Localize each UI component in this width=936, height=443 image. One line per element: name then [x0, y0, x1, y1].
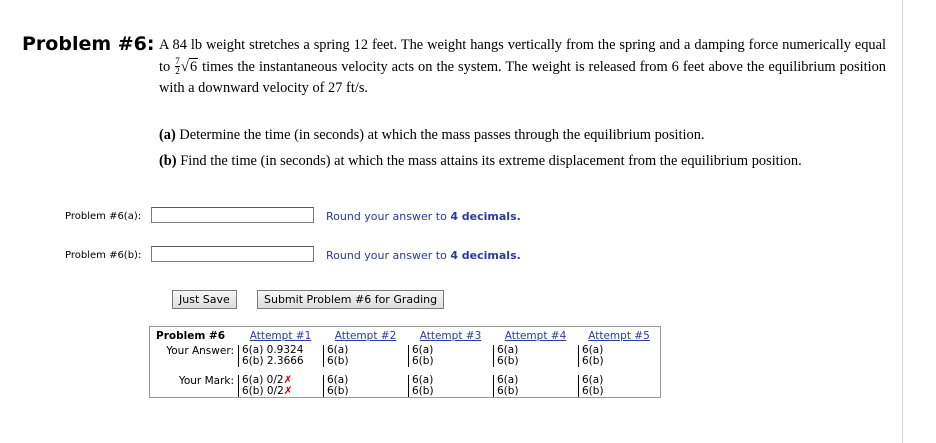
attempt-mark-cell: 6(a) 6(b): [578, 375, 660, 397]
attempts-table: [150, 327, 660, 397]
attempt-mark-cell: 6(a) 0/2✗ 6(b) 0/2✗: [238, 375, 323, 397]
panel-border: [902, 0, 903, 443]
attempt-answer-cell: 6(a) 6(b): [493, 345, 578, 367]
wrong-mark-icon: ✗: [283, 385, 293, 397]
answer-a-hint: Round your answer to 4 decimals.: [326, 210, 521, 223]
statement-text-1: A 84 lb weight stretches a spring 12 feet. The weight hangs vertically from the spring and a damping force numerically equal to: [159, 37, 886, 75]
part-b-text: Find the time (in seconds) at which the mass attains its extreme displacement from the equilibrium position.: [180, 153, 802, 169]
attempt-answer-cell: 6(a) 6(b): [408, 345, 493, 367]
attempt-answer-cell: 6(a) 6(b): [578, 345, 660, 367]
statement-text-2: times the instantaneous velocity acts on the system. The weight is released from 6 feet above the equilibrium position with a downward velocity of 27 ft/s.: [159, 58, 886, 96]
attempt-5-link[interactable]: Attempt #5: [588, 330, 650, 342]
problem-statement: [159, 35, 886, 100]
answers-row: [150, 345, 660, 367]
answer-row-label: Your Answer:: [166, 345, 234, 357]
answer-a-label: Problem #6(a):: [65, 211, 142, 222]
attempt-answer-cell: 6(a) 6(b): [323, 345, 408, 367]
attempt-4-link[interactable]: Attempt #4: [504, 330, 567, 342]
submit-grading-button[interactable]: Submit Problem #6 for Grading: [257, 290, 444, 309]
attempt-mark-cell: 6(a) 6(b): [323, 375, 408, 397]
attempt-2-link[interactable]: Attempt #2: [334, 330, 397, 342]
answer-a-input[interactable]: [151, 207, 314, 223]
just-save-button[interactable]: Just Save: [172, 290, 237, 309]
sqrt-six: √6: [180, 58, 198, 75]
problem-title: Problem #6:: [22, 33, 155, 55]
attempt-mark-cell: 6(a) 6(b): [408, 375, 493, 397]
attempts-corner-label: Problem #6: [156, 330, 226, 342]
marks-row: [150, 375, 660, 397]
mark-row-label: Your Mark:: [178, 375, 234, 387]
answer-b-input[interactable]: [151, 246, 314, 262]
wrong-mark-icon: ✗: [283, 374, 293, 386]
part-a-tag: (a): [159, 127, 176, 143]
attempt-answer-cell: 6(a) 0.9324 6(b) 2.3666: [238, 345, 323, 367]
part-a: [159, 127, 705, 144]
part-b-tag: (b): [159, 153, 177, 169]
answer-b-hint: Round your answer to 4 decimals.: [326, 249, 521, 262]
attempt-1-link[interactable]: Attempt #1: [249, 330, 312, 342]
attempt-3-link[interactable]: Attempt #3: [419, 330, 482, 342]
fraction-seven-halves: $\frac{7}{2}$: [175, 55, 180, 76]
attempt-mark-cell: 6(a) 6(b): [493, 375, 578, 397]
part-b: [159, 153, 802, 170]
answer-b-label: Problem #6(b):: [65, 250, 142, 261]
part-a-text: Determine the time (in seconds) at which the mass passes through the equilibrium position.: [179, 127, 705, 143]
